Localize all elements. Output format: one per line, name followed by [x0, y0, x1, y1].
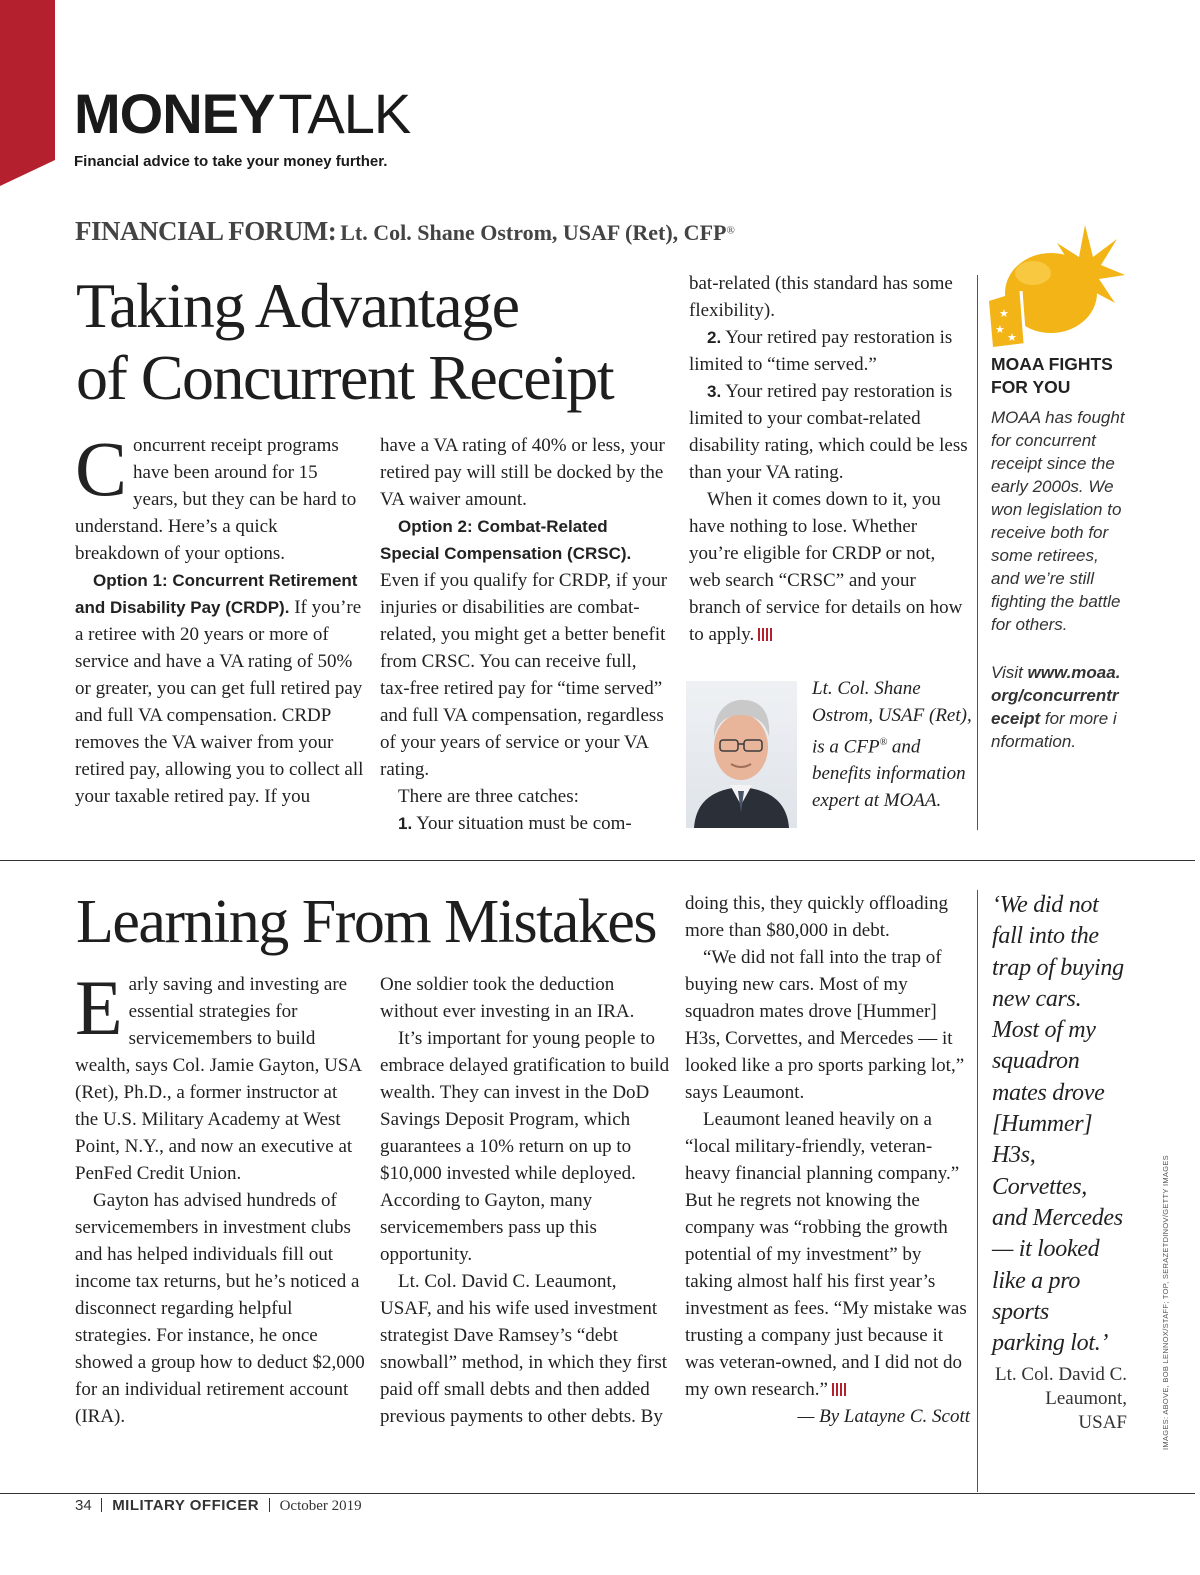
- red-corner-tab: [0, 0, 55, 186]
- option2-text: Even if you qualify for CRDP, if your injuries or disabilities are combat-related, you might get a better benefit from CRSC. You can receive full, tax-free retired pay for “time served” and full VA compensation, regardless of your years of service or your VA rating.: [380, 570, 668, 780]
- catch3-number: 3.: [707, 382, 722, 401]
- sidebar-link[interactable]: www.moaa.org/concurrentreceipt: [991, 663, 1121, 728]
- forum-byline: Lt. Col. Shane Ostrom, USAF (Ret), CFP: [340, 220, 727, 245]
- end-mark-icon: [832, 1383, 848, 1396]
- article2-column-1: [75, 964, 365, 1430]
- catch1-text: Your situation must be com-: [412, 813, 632, 834]
- catch2-number: 2.: [707, 328, 722, 347]
- article1-title: [76, 270, 613, 414]
- sidebar-visit-prefix: Visit: [991, 663, 1028, 682]
- article2-col3-p3: Leaumont leaned heavily on a “local military-friendly, veteran-heavy financial planning company.” But he regrets not knowing the company was “robbing the growth potential of my investment” by taking almost half his first year’s investment as fees. “My mistake was trusting a company just because it was veteran-owned, and I did not do my own research.”: [685, 1109, 967, 1400]
- forum-label: FINANCIAL FORUM:: [75, 216, 337, 246]
- svg-text:★: ★: [1007, 331, 1017, 344]
- sidebar-visit: [991, 661, 1126, 753]
- article2-column-2: [380, 971, 670, 1430]
- pullquote-text: ‘We did not fall into the trap of buying new cars. Most of my squadron mates drove [Hummer] H3s, Corvettes, and Mercedes — it looked like a pro sports parking lot.’: [992, 892, 1124, 1357]
- section-tagline: Financial advice to take your money further.: [74, 153, 388, 170]
- author-bio-mark: ®: [879, 737, 888, 748]
- end-mark-icon: [758, 628, 774, 641]
- sidebar-visit-suffix: for more information.: [991, 709, 1117, 751]
- option2-label: Option 2: Combat-Related Special Compensation (CRSC).: [380, 517, 632, 563]
- article2-title: Learning From Mistakes: [76, 888, 657, 956]
- article1-col1-intro: oncurrent receipt programs have been around for 15 years, but they can be hard to understand. Here’s a quick breakdown of your options.: [75, 435, 357, 564]
- footer: [75, 1496, 362, 1516]
- photo-credit: IMAGES: ABOVE, BOB LENNOX/STAFF; TOP, SERAZETDINOV/GETTY IMAGES: [1161, 1155, 1170, 1450]
- author-bio: [812, 675, 972, 814]
- section-header: [74, 84, 410, 170]
- author-bio-part-a: Lt. Col. Shane Ostrom, USAF (Ret), is a CFP: [812, 678, 972, 758]
- article2-col1-p1: arly saving and investing are essential strategies for servicemembers to build wealth, says Col. Jamie Gayton, USA (Ret), Ph.D., a former instructor at the U.S. Military Academy at West Point, N.Y., and now an executive at PenFed Credit Union.: [75, 974, 362, 1184]
- author-portrait-icon: [686, 681, 797, 828]
- article1-title-line1: Taking Advantage: [76, 270, 519, 341]
- catch1-number: 1.: [398, 814, 413, 833]
- article2-col2-p3: Lt. Col. David C. Leaumont, USAF, and his wife used investment strategist Dave Ramsey’s “debt snowball” method, in which they first paid off small debts and then added previous payments to other debts. By: [380, 1271, 668, 1427]
- boxing-glove-icon: [985, 217, 1125, 347]
- option1-label: Option 1: Concurrent Retirement and Disability Pay (CRDP).: [75, 571, 358, 617]
- forum-byline-mark: ®: [726, 224, 735, 237]
- article2-column-3: [685, 890, 970, 1430]
- magazine-name: MILITARY OFFICER: [112, 1497, 260, 1514]
- option1-text: If you’re a retiree with 20 years or more of service and have a VA rating of 50% or greater, you can get full retired pay and full VA compensation. CRDP removes the VA waiver from your retired pay, allowing you to collect all your taxable retired pay. If you: [75, 597, 364, 807]
- sidebar: [991, 353, 1126, 753]
- author-bio-part-b: and benefits information expert at MOAA.: [812, 736, 966, 812]
- footer-separator: [269, 1498, 270, 1512]
- article1-col3-p1: bat-related (this standard has some flexibility).: [689, 273, 953, 321]
- section-title-bold: MONEY: [74, 82, 275, 145]
- sidebar-title: MOAA FIGHTS FOR YOU: [991, 354, 1113, 397]
- pullquote: [992, 890, 1127, 1435]
- author-photo: [686, 681, 797, 828]
- forum-line: [75, 216, 735, 247]
- article1-column-3: [689, 270, 969, 648]
- catch3-text: Your retired pay restoration is limited to your combat-related disability rating, which could be less than your VA rating.: [689, 381, 968, 483]
- pullquote-divider: [977, 890, 978, 1492]
- article2-col3-p1: doing this, they quickly offloading more than $80,000 in debt.: [685, 893, 948, 941]
- article1-col2-p1: have a VA rating of 40% or less, your retired pay will still be docked by the VA waiver amount.: [380, 435, 665, 510]
- article2-col2-p2: It’s important for young people to embrace delayed gratification to build wealth. They can invest in the DoD Savings Deposit Program, which guarantees a 10% return on up to $10,000 invested while deployed. According to Gayton, many servicemembers pass up this opportunity.: [380, 1028, 670, 1265]
- pullquote-attribution: Lt. Col. David C. Leaumont, USAF: [995, 1364, 1127, 1434]
- svg-text:★: ★: [999, 307, 1009, 320]
- section-title-light: TALK: [278, 82, 411, 145]
- article2-col1-p2: Gayton has advised hundreds of servicemembers in investment clubs and has helped individuals fill out income tax returns, but he’s noticed a disconnect regarding helpful strategies. For instance, he once showed a group how to deduct $2,000 for an individual retirement account (IRA).: [75, 1190, 365, 1427]
- issue-date: October 2019: [279, 1498, 362, 1514]
- sidebar-text: MOAA has fought for concurrent receipt since the early 2000s. We won legislation to receive both for some retirees, and we’re still fighting the battle for others.: [991, 408, 1125, 634]
- article2-byline: — By Latayne C. Scott: [797, 1406, 970, 1427]
- article1-column-2: [380, 432, 670, 837]
- svg-text:★: ★: [995, 323, 1005, 336]
- footer-separator: [101, 1498, 102, 1512]
- article2-col2-p1: One soldier took the deduction without ever investing in an IRA.: [380, 974, 635, 1022]
- article1-conclusion: When it comes down to it, you have nothing to lose. Whether you’re eligible for CRDP or not, web search “CRSC” and your branch of service for details on how to apply.: [689, 489, 963, 645]
- sidebar-divider: [977, 275, 978, 830]
- article1-dropcap: C: [75, 425, 128, 512]
- article1-title-line2: of Concurrent Receipt: [76, 342, 614, 413]
- page-number: 34: [75, 1497, 92, 1514]
- sidebar-graphic: [985, 217, 1125, 347]
- catches-intro: There are three catches:: [398, 786, 579, 807]
- article1-column-1: [75, 425, 365, 810]
- article2-dropcap: E: [75, 964, 123, 1051]
- catch2-text: Your retired pay restoration is limited to “time served.”: [689, 327, 953, 375]
- article-divider: [0, 860, 1195, 861]
- footer-rule: [0, 1493, 1195, 1494]
- article2-col3-p2: “We did not fall into the trap of buying new cars. Most of my squadron mates drove [Hummer] H3s, Corvettes, and Mercedes — it looked like a pro sports parking lot,” says Leaumont.: [685, 947, 965, 1103]
